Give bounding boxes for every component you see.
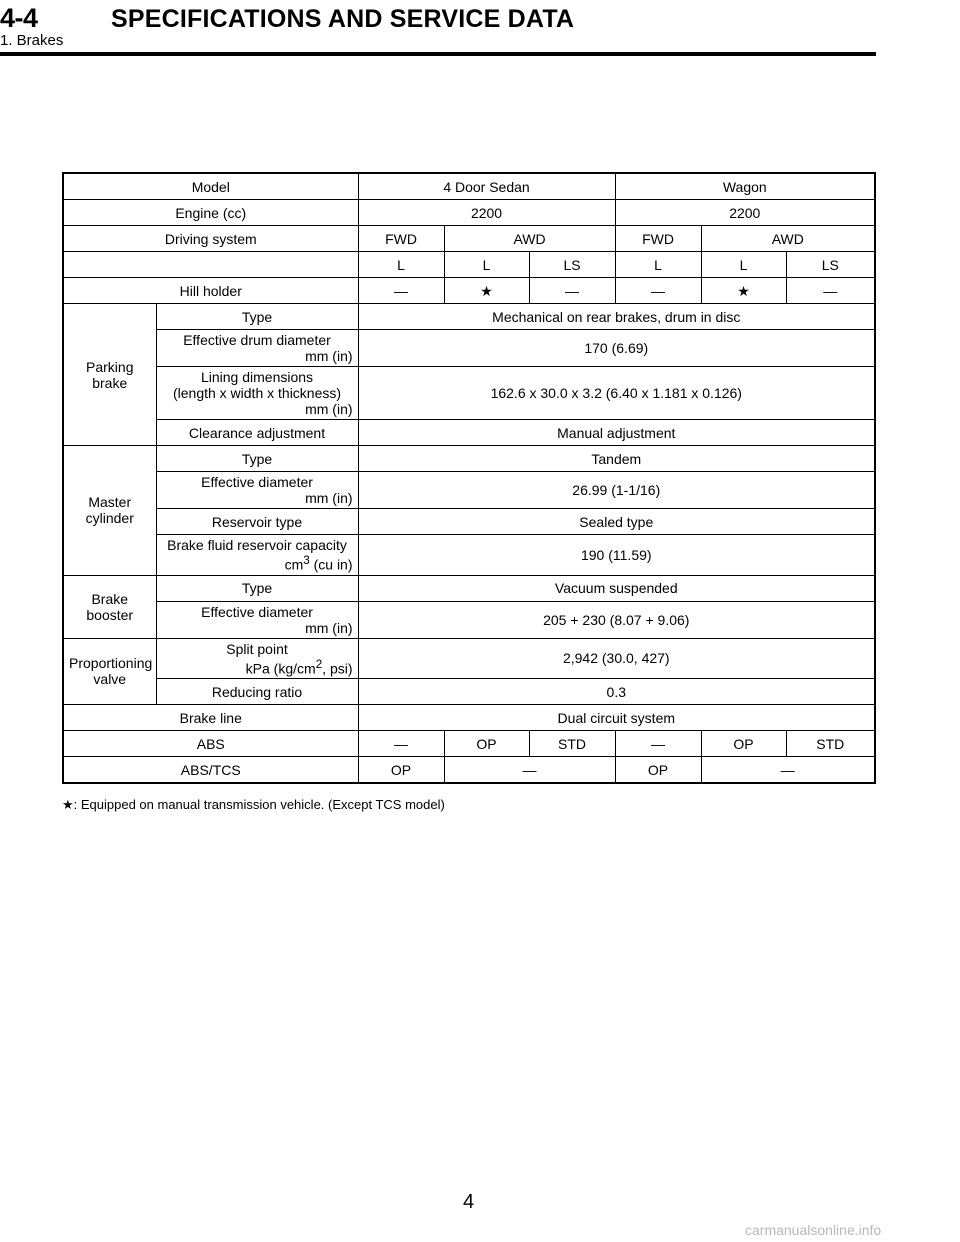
trim-cell: LS — [529, 252, 615, 278]
drive-row — [63, 226, 875, 252]
trim-label-empty — [63, 252, 358, 278]
sedan-engine: 2200 — [358, 200, 615, 226]
parking-drum-row — [63, 330, 875, 367]
capacity-unit-rest: (cu in) — [309, 556, 353, 573]
abs-cell: OP — [444, 731, 529, 757]
abs-tcs-wagon-awd: — — [701, 757, 875, 784]
abs-tcs-wagon-fwd: OP — [615, 757, 701, 784]
sedan-awd: AWD — [444, 226, 615, 252]
brake-line-row — [63, 705, 875, 731]
capacity-unit-sup: 3 — [303, 554, 310, 567]
hill-holder-cell: — — [786, 278, 875, 304]
abs-row — [63, 731, 875, 757]
drive-label: Driving system — [63, 226, 358, 252]
booster-group-label — [63, 575, 156, 638]
abs-cell: STD — [786, 731, 875, 757]
brake-spec-table — [62, 172, 876, 784]
parking-clearance-row — [63, 420, 875, 446]
proportioning-ratio-label: Reducing ratio — [156, 679, 358, 705]
wagon-header: Wagon — [615, 173, 875, 200]
parking-lining-label-line2: (length x width x thickness) — [172, 385, 342, 401]
parking-lining-label-cell — [156, 367, 358, 420]
parking-lining-value: 162.6 x 30.0 x 3.2 (6.40 x 1.181 x 0.126) — [358, 367, 875, 420]
abs-label: ABS — [63, 731, 358, 757]
parking-brake-group-label — [63, 304, 156, 446]
proportioning-split-unit — [162, 657, 353, 677]
proportioning-split-label-cell — [156, 638, 358, 679]
parking-lining-label-line1: Lining dimensions — [200, 369, 314, 385]
hill-holder-cell: ★ — [444, 278, 529, 304]
master-cylinder-group-label — [63, 446, 156, 576]
master-diameter-row — [63, 472, 875, 509]
booster-type-value: Vacuum suspended — [358, 575, 875, 601]
parking-drum-value: 170 (6.69) — [358, 330, 875, 367]
model-row — [63, 173, 875, 200]
booster-type-label: Type — [156, 575, 358, 601]
proportioning-split-label: Split point — [226, 640, 288, 657]
trim-cell: L — [358, 252, 444, 278]
booster-diameter-label: Effective diameter — [201, 603, 313, 620]
master-diameter-value: 26.99 (1-1/16) — [358, 472, 875, 509]
trim-row — [63, 252, 875, 278]
page-number: 4 — [463, 1191, 475, 1213]
hill-holder-cell: — — [358, 278, 444, 304]
hill-holder-cell: — — [529, 278, 615, 304]
parking-lining-unit: mm (in) — [305, 401, 353, 417]
master-capacity-label-cell — [156, 535, 358, 576]
master-reservoir-row — [63, 509, 875, 535]
abs-cell: OP — [701, 731, 786, 757]
master-type-row — [63, 446, 875, 472]
booster-diameter-row — [63, 601, 875, 638]
abs-tcs-label: ABS/TCS — [63, 757, 358, 784]
booster-diameter-value: 205 + 230 (8.07 + 9.06) — [358, 601, 875, 638]
sedan-header: 4 Door Sedan — [358, 173, 615, 200]
parking-type-row — [63, 304, 875, 330]
parking-brake-label-line1: Parking — [86, 358, 134, 375]
master-diameter-unit: mm (in) — [305, 490, 353, 506]
master-diameter-label-cell — [156, 472, 358, 509]
page-header — [0, 0, 880, 56]
parking-drum-label: Effective drum diameter — [183, 332, 331, 348]
wagon-engine: 2200 — [615, 200, 875, 226]
parking-clearance-label: Clearance adjustment — [156, 420, 358, 446]
parking-clearance-value: Manual adjustment — [358, 420, 875, 446]
master-type-label: Type — [156, 446, 358, 472]
booster-label-line1: Brake — [91, 590, 129, 607]
parking-brake-label-line2: brake — [92, 374, 128, 391]
proportioning-ratio-row — [63, 679, 875, 705]
master-reservoir-label: Reservoir type — [156, 509, 358, 535]
booster-label-line2: booster — [86, 606, 134, 623]
parking-drum-unit: mm (in) — [305, 348, 353, 364]
trim-cell: L — [444, 252, 529, 278]
booster-type-row — [63, 575, 875, 601]
booster-diameter-label-cell — [156, 601, 358, 638]
master-cylinder-label-line2: cylinder — [85, 510, 134, 527]
proportioning-split-value: 2,942 (30.0, 427) — [358, 638, 875, 679]
hill-holder-cell: ★ — [701, 278, 786, 304]
abs-tcs-row — [63, 757, 875, 784]
split-unit-sup: 2 — [315, 657, 323, 671]
trim-cell: L — [701, 252, 786, 278]
parking-type-label: Type — [156, 304, 358, 330]
split-unit-rest: , psi) — [322, 660, 353, 677]
capacity-unit-base: cm — [284, 556, 304, 573]
engine-label: Engine (cc) — [63, 200, 358, 226]
parking-type-value: Mechanical on rear brakes, drum in disc — [358, 304, 875, 330]
abs-cell: — — [358, 731, 444, 757]
section-number: 4-4 — [0, 3, 38, 33]
abs-cell: — — [615, 731, 701, 757]
master-capacity-value: 190 (11.59) — [358, 535, 875, 576]
brake-line-label: Brake line — [63, 705, 358, 731]
abs-tcs-sedan-fwd: OP — [358, 757, 444, 784]
proportioning-label-line2: valve — [93, 671, 127, 688]
proportioning-split-row — [63, 638, 875, 679]
parking-lining-row — [63, 367, 875, 420]
proportioning-ratio-value: 0.3 — [358, 679, 875, 705]
booster-diameter-unit: mm (in) — [305, 619, 353, 636]
abs-tcs-sedan-awd: — — [444, 757, 615, 784]
abs-cell: STD — [529, 731, 615, 757]
master-capacity-label: Brake fluid reservoir capacity — [167, 537, 347, 553]
hill-holder-cell: — — [615, 278, 701, 304]
master-capacity-row — [63, 535, 875, 576]
watermark: carmanualsonline.info — [745, 1222, 882, 1238]
model-label: Model — [63, 173, 358, 200]
wagon-fwd: FWD — [615, 226, 701, 252]
section-subtitle: 1. Brakes — [0, 32, 64, 49]
trim-cell: LS — [786, 252, 875, 278]
trim-cell: L — [615, 252, 701, 278]
master-reservoir-value: Sealed type — [358, 509, 875, 535]
header-rule — [0, 52, 876, 56]
master-diameter-label: Effective diameter — [201, 474, 313, 490]
brake-line-value: Dual circuit system — [358, 705, 875, 731]
page-title: SPECIFICATIONS AND SERVICE DATA — [111, 5, 575, 33]
engine-row — [63, 200, 875, 226]
sedan-fwd: FWD — [358, 226, 444, 252]
split-unit-base: kPa (kg/cm — [245, 660, 316, 677]
proportioning-group-label — [63, 638, 156, 705]
master-type-value: Tandem — [358, 446, 875, 472]
proportioning-label-line1: Proportioning — [69, 655, 153, 672]
wagon-awd: AWD — [701, 226, 875, 252]
parking-drum-label-cell — [156, 330, 358, 367]
hill-holder-row — [63, 278, 875, 304]
hill-holder-label: Hill holder — [63, 278, 358, 304]
master-capacity-unit — [162, 553, 353, 573]
footnote: ★: Equipped on manual transmission vehicle. (Except TCS model) — [62, 797, 445, 812]
master-cylinder-label-line1: Master — [88, 494, 132, 511]
